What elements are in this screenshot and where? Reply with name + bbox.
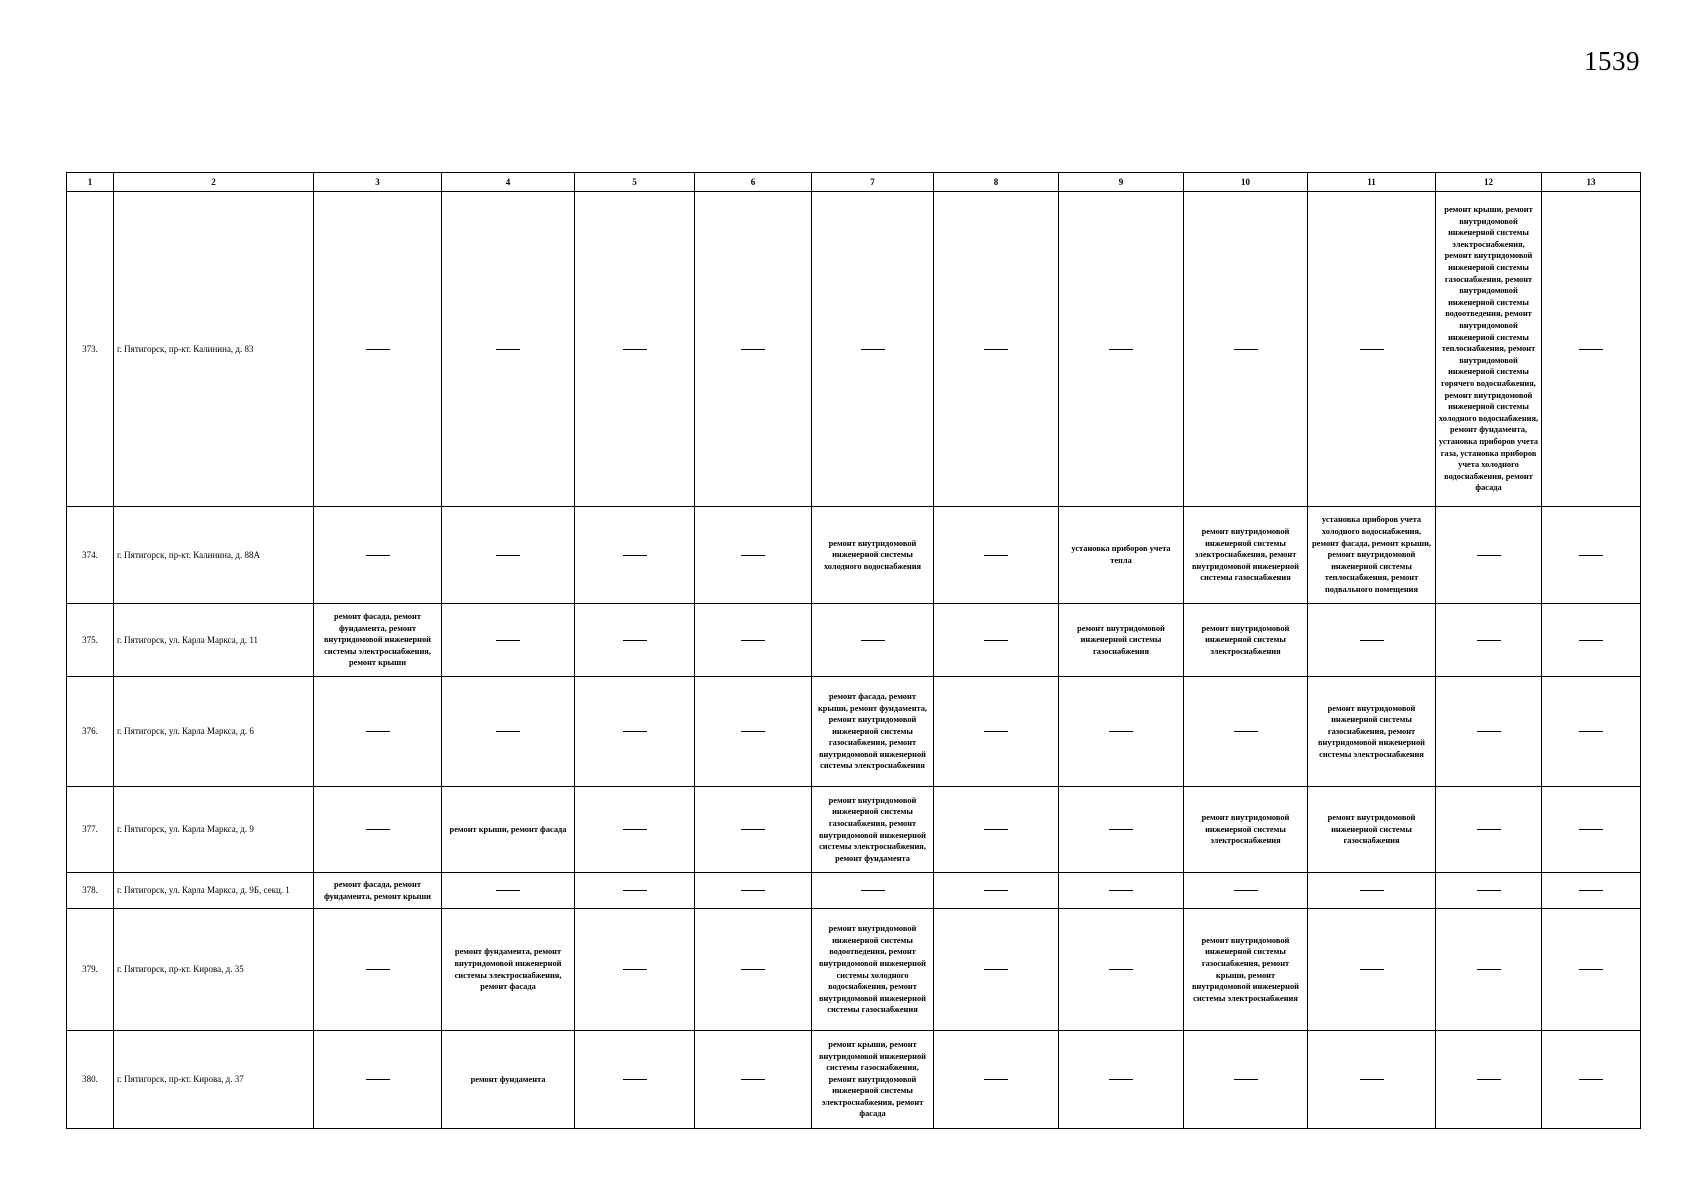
dash-mark (366, 349, 390, 350)
work-description-cell (1184, 787, 1308, 873)
address-cell: г. Пятигорск, ул. Карла Маркса, д. 6 (114, 677, 314, 787)
work-description-cell (1308, 677, 1436, 787)
empty-dash-cell (575, 507, 695, 604)
empty-dash-cell (934, 604, 1059, 677)
address-cell: г. Пятигорск, ул. Карла Маркса, д. 11 (114, 604, 314, 677)
empty-dash-cell (1059, 1031, 1184, 1129)
dash-mark (496, 890, 520, 891)
empty-dash-cell (934, 873, 1059, 909)
address-cell: г. Пятигорск, пр-кт. Кирова, д. 37 (114, 1031, 314, 1129)
empty-dash-cell (812, 604, 934, 677)
empty-dash-cell (314, 909, 442, 1031)
work-description: ремонт внутридомовой инженерной системы газоснабжения, ремонт крыши, ремонт внутридомовой инженерной системы электроснабжения (1191, 935, 1299, 1003)
empty-dash-cell (1059, 909, 1184, 1031)
dash-mark (366, 829, 390, 830)
dash-mark (366, 1079, 390, 1080)
work-description-cell (1184, 909, 1308, 1031)
dash-mark (623, 969, 647, 970)
dash-mark (741, 349, 765, 350)
dash-mark (623, 640, 647, 641)
empty-dash-cell (1308, 192, 1436, 507)
dash-mark (496, 349, 520, 350)
dash-mark (1360, 969, 1384, 970)
row-number: 373. (67, 192, 114, 507)
empty-dash-cell (1184, 192, 1308, 507)
dash-mark (623, 349, 647, 350)
address-cell: г. Пятигорск, ул. Карла Маркса, д. 9Б, секц. 1 (114, 873, 314, 909)
work-description: ремонт внутридомовой инженерной системы газоснабжения (1327, 813, 1416, 846)
empty-dash-cell (695, 192, 812, 507)
empty-dash-cell (695, 604, 812, 677)
work-description-cell (442, 1031, 575, 1129)
empty-dash-cell (812, 873, 934, 909)
empty-dash-cell (1436, 873, 1542, 909)
dash-mark (623, 890, 647, 891)
column-header: 6 (695, 173, 812, 192)
works-table (66, 172, 1641, 1129)
dash-mark (861, 890, 885, 891)
empty-dash-cell (1542, 1031, 1641, 1129)
empty-dash-cell (1436, 604, 1542, 677)
work-description-cell (1436, 192, 1542, 507)
column-header: 12 (1436, 173, 1542, 192)
empty-dash-cell (812, 192, 934, 507)
column-header: 5 (575, 173, 695, 192)
empty-dash-cell (934, 192, 1059, 507)
empty-dash-cell (314, 787, 442, 873)
table-body (67, 192, 1641, 1129)
empty-dash-cell (442, 192, 575, 507)
work-description-cell (442, 787, 575, 873)
empty-dash-cell (1542, 873, 1641, 909)
empty-dash-cell (1436, 909, 1542, 1031)
empty-dash-cell (442, 507, 575, 604)
work-description: ремонт внутридомовой инженерной системы газоснабжения, ремонт внутридомовой инженерной системы электроснабжения, ремонт фундамента (818, 795, 926, 863)
dash-mark (1360, 349, 1384, 350)
table-row (67, 873, 1641, 909)
dash-mark (1477, 555, 1501, 556)
address-cell: г. Пятигорск, пр-кт. Кирова, д. 35 (114, 909, 314, 1031)
page-number: 1539 (1584, 46, 1640, 76)
empty-dash-cell (1059, 677, 1184, 787)
dash-mark (366, 969, 390, 970)
empty-dash-cell (1059, 787, 1184, 873)
column-header: 11 (1308, 173, 1436, 192)
row-number: 377. (67, 787, 114, 873)
dash-mark (1579, 829, 1603, 830)
empty-dash-cell (442, 677, 575, 787)
dash-mark (366, 555, 390, 556)
empty-dash-cell (1542, 604, 1641, 677)
work-description: ремонт крыши, ремонт внутридомовой инженерной системы электроснабжения, ремонт внутридомовой инженерной системы газоснабжения, ремонт внутридомовой инженерной системы водоотведения, ремонт внутридомовой инженерной системы теплоснабжения, ремонт внутридомовой инженерной системы горячего водоснабжения, ремонт внутридомовой инженерной системы холодного водоснабжения, ремонт фундамента, установка приборов учета газа, установка приборов учета холодного водоснабжения, ремонт фасада (1438, 205, 1539, 493)
work-description: ремонт внутридомовой инженерной системы газоснабжения (1077, 623, 1165, 656)
dash-mark (984, 731, 1008, 732)
dash-mark (1579, 349, 1603, 350)
empty-dash-cell (575, 677, 695, 787)
work-description-cell (812, 909, 934, 1031)
dash-mark (741, 640, 765, 641)
empty-dash-cell (314, 192, 442, 507)
dash-mark (1477, 829, 1501, 830)
work-description-cell (442, 909, 575, 1031)
column-header: 3 (314, 173, 442, 192)
dash-mark (984, 555, 1008, 556)
empty-dash-cell (575, 604, 695, 677)
dash-mark (1234, 890, 1258, 891)
empty-dash-cell (1436, 677, 1542, 787)
empty-dash-cell (695, 873, 812, 909)
dash-mark (984, 1079, 1008, 1080)
dash-mark (1234, 731, 1258, 732)
dash-mark (1234, 349, 1258, 350)
dash-mark (861, 640, 885, 641)
dash-mark (1477, 640, 1501, 641)
dash-mark (496, 640, 520, 641)
dash-mark (984, 890, 1008, 891)
work-description: ремонт фундамента (470, 1074, 546, 1084)
dash-mark (366, 731, 390, 732)
dash-mark (1360, 1079, 1384, 1080)
work-description-cell (1059, 507, 1184, 604)
work-description: ремонт фасада, ремонт фундамента, ремонт внутридомовой инженерной системы электроснабжения, ремонт крыши (323, 612, 431, 668)
dash-mark (623, 1079, 647, 1080)
work-description-cell (1184, 507, 1308, 604)
empty-dash-cell (1308, 873, 1436, 909)
works-table-wrapper (66, 172, 1640, 1129)
dash-mark (1477, 1079, 1501, 1080)
dash-mark (984, 349, 1008, 350)
work-description: ремонт фасада, ремонт крыши, ремонт фундамента, ремонт внутридомовой инженерной системы газоснабжения, ремонт внутридомовой инженерной системы электроснабжения (817, 691, 928, 771)
empty-dash-cell (934, 677, 1059, 787)
work-description-cell (314, 873, 442, 909)
dash-mark (984, 829, 1008, 830)
column-header: 1 (67, 173, 114, 192)
address-cell: г. Пятигорск, пр-кт. Калинина, д. 88А (114, 507, 314, 604)
dash-mark (1360, 890, 1384, 891)
empty-dash-cell (1308, 604, 1436, 677)
column-header: 8 (934, 173, 1059, 192)
dash-mark (1579, 969, 1603, 970)
empty-dash-cell (1542, 677, 1641, 787)
row-number: 378. (67, 873, 114, 909)
empty-dash-cell (1542, 787, 1641, 873)
dash-mark (1579, 890, 1603, 891)
address-cell: г. Пятигорск, ул. Карла Маркса, д. 9 (114, 787, 314, 873)
empty-dash-cell (575, 873, 695, 909)
empty-dash-cell (1308, 1031, 1436, 1129)
dash-mark (1579, 555, 1603, 556)
empty-dash-cell (1308, 909, 1436, 1031)
table-row (67, 677, 1641, 787)
empty-dash-cell (934, 1031, 1059, 1129)
dash-mark (1579, 640, 1603, 641)
table-row (67, 1031, 1641, 1129)
empty-dash-cell (575, 192, 695, 507)
dash-mark (1109, 731, 1133, 732)
work-description-cell (1308, 507, 1436, 604)
table-row (67, 787, 1641, 873)
work-description-cell (1308, 787, 1436, 873)
dash-mark (623, 731, 647, 732)
empty-dash-cell (695, 909, 812, 1031)
empty-dash-cell (934, 787, 1059, 873)
dash-mark (861, 349, 885, 350)
work-description: ремонт крыши, ремонт фасада (449, 824, 567, 834)
address-cell: г. Пятигорск, пр-кт. Калинина, д. 83 (114, 192, 314, 507)
work-description-cell (812, 507, 934, 604)
empty-dash-cell (695, 787, 812, 873)
work-description-cell (1184, 604, 1308, 677)
empty-dash-cell (314, 1031, 442, 1129)
table-row (67, 192, 1641, 507)
row-number: 374. (67, 507, 114, 604)
empty-dash-cell (314, 677, 442, 787)
dash-mark (741, 731, 765, 732)
row-number: 380. (67, 1031, 114, 1129)
dash-mark (1579, 731, 1603, 732)
dash-mark (623, 829, 647, 830)
dash-mark (623, 555, 647, 556)
dash-mark (741, 969, 765, 970)
column-header: 9 (1059, 173, 1184, 192)
empty-dash-cell (695, 677, 812, 787)
empty-dash-cell (695, 1031, 812, 1129)
table-header-row (67, 173, 1641, 192)
work-description: ремонт внутридомовой инженерной системы водоотведения, ремонт внутридомовой инженерной системы холодного водоснабжения, ремонт внутридомовой инженерной системы газоснабжения (818, 924, 926, 1015)
empty-dash-cell (1059, 873, 1184, 909)
empty-dash-cell (1184, 873, 1308, 909)
dash-mark (1477, 890, 1501, 891)
work-description: ремонт внутридомовой инженерной системы газоснабжения, ремонт внутридомовой инженерной системы электроснабжения (1317, 703, 1425, 759)
work-description-cell (812, 677, 934, 787)
work-description: ремонт внутридомовой инженерной системы электроснабжения (1201, 813, 1290, 846)
dash-mark (1579, 1079, 1603, 1080)
work-description: ремонт внутридомовой инженерной системы электроснабжения (1201, 623, 1290, 656)
work-description: установка приборов учета тепла (1071, 544, 1171, 565)
dash-mark (496, 555, 520, 556)
column-header: 4 (442, 173, 575, 192)
empty-dash-cell (934, 909, 1059, 1031)
column-header: 10 (1184, 173, 1308, 192)
dash-mark (1234, 1079, 1258, 1080)
work-description-cell (812, 1031, 934, 1129)
empty-dash-cell (1436, 507, 1542, 604)
table-row (67, 507, 1641, 604)
work-description: ремонт фундамента, ремонт внутридомовой инженерной системы электроснабжения, ремонт фасада (454, 947, 562, 992)
empty-dash-cell (1542, 507, 1641, 604)
empty-dash-cell (1184, 677, 1308, 787)
row-number: 379. (67, 909, 114, 1031)
empty-dash-cell (442, 873, 575, 909)
dash-mark (1109, 1079, 1133, 1080)
empty-dash-cell (1542, 909, 1641, 1031)
dash-mark (1109, 969, 1133, 970)
dash-mark (1477, 969, 1501, 970)
empty-dash-cell (575, 909, 695, 1031)
dash-mark (1109, 890, 1133, 891)
dash-mark (1109, 829, 1133, 830)
dash-mark (1109, 349, 1133, 350)
empty-dash-cell (1436, 1031, 1542, 1129)
row-number: 375. (67, 604, 114, 677)
work-description: ремонт внутридомовой инженерной системы холодного водоснабжения (823, 538, 922, 571)
empty-dash-cell (314, 507, 442, 604)
work-description: ремонт внутридомовой инженерной системы электроснабжения, ремонт внутридомовой инженерной системы газоснабжения (1191, 527, 1299, 583)
empty-dash-cell (575, 1031, 695, 1129)
empty-dash-cell (1436, 787, 1542, 873)
empty-dash-cell (1542, 192, 1641, 507)
work-description: ремонт крыши, ремонт внутридомовой инженерной системы газоснабжения, ремонт внутридомовой инженерной системы электроснабжения, ремонт фасада (818, 1039, 926, 1119)
dash-mark (741, 555, 765, 556)
dash-mark (1477, 731, 1501, 732)
dash-mark (496, 731, 520, 732)
empty-dash-cell (442, 604, 575, 677)
row-number: 376. (67, 677, 114, 787)
dash-mark (1360, 640, 1384, 641)
dash-mark (984, 640, 1008, 641)
dash-mark (984, 969, 1008, 970)
work-description: ремонт фасада, ремонт фундамента, ремонт крыши (324, 879, 431, 901)
dash-mark (741, 1079, 765, 1080)
empty-dash-cell (1059, 192, 1184, 507)
work-description-cell (812, 787, 934, 873)
column-header: 7 (812, 173, 934, 192)
table-row (67, 604, 1641, 677)
dash-mark (741, 829, 765, 830)
empty-dash-cell (575, 787, 695, 873)
work-description-cell (1059, 604, 1184, 677)
column-header: 2 (114, 173, 314, 192)
table-row (67, 909, 1641, 1031)
dash-mark (741, 890, 765, 891)
work-description-cell (314, 604, 442, 677)
empty-dash-cell (695, 507, 812, 604)
empty-dash-cell (934, 507, 1059, 604)
column-header: 13 (1542, 173, 1641, 192)
work-description: установка приборов учета холодного водоснабжения, ремонт фасада, ремонт крыши, ремонт внутридомовой инженерной системы теплоснабжения, ремонт подвального помещения (1312, 515, 1431, 594)
empty-dash-cell (1184, 1031, 1308, 1129)
